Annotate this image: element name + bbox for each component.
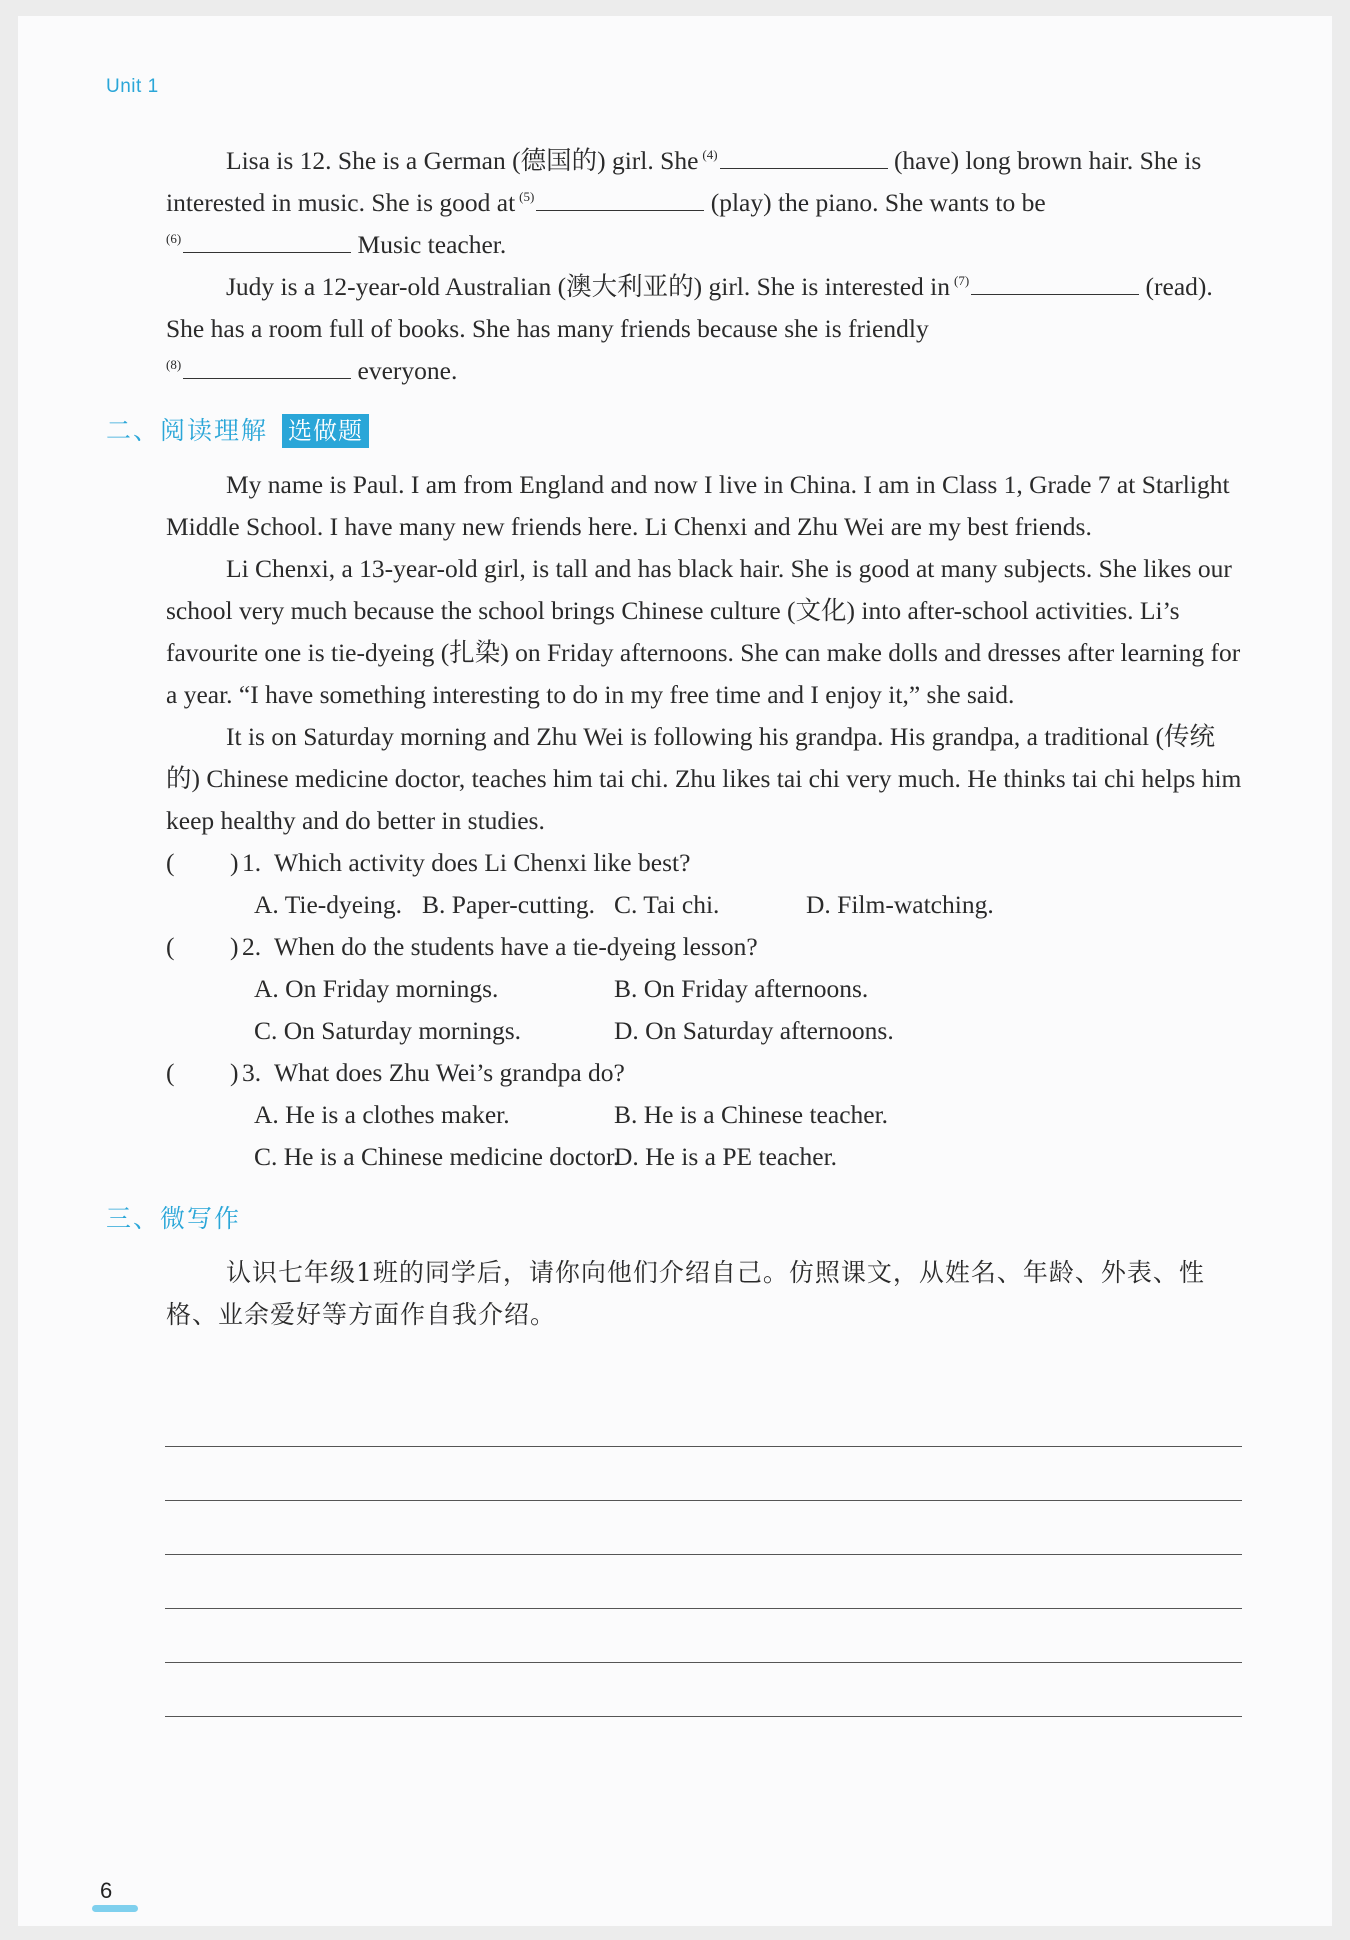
option-d[interactable]: D. He is a PE teacher. — [614, 1142, 838, 1171]
answer-space-2[interactable] — [180, 926, 228, 962]
answer-paren-close: ) — [230, 932, 239, 961]
writing-line[interactable] — [165, 1608, 1242, 1609]
question-3 — [166, 1052, 1242, 1094]
option-c[interactable]: C. He is a Chinese medicine doctor. — [254, 1142, 620, 1171]
cloze-text: Lisa is 12. She is a German (德国的) girl. She — [226, 146, 699, 175]
answer-blank-8[interactable] — [183, 356, 351, 379]
cloze-text: She is interested in music. She is good at — [166, 146, 1202, 217]
question-number: 2. — [242, 932, 262, 961]
section-heading-writing — [106, 1198, 1242, 1238]
section-heading-reading — [106, 410, 1242, 450]
answer-paren-open: ( — [166, 1058, 175, 1087]
options-row — [166, 968, 1242, 1010]
page-content — [106, 140, 1242, 1336]
reading-paragraph-1: My name is Paul. I am from England and now I live in China. I am in Class 1, Grade 7 at Starlight Middle School. I have many new friends here. Li Chenxi and Zhu Wei are my best friends. — [166, 470, 1230, 541]
answer-space-1[interactable] — [180, 842, 228, 878]
cloze-text: everyone. — [357, 356, 458, 385]
question-number: 1. — [242, 848, 262, 877]
cloze-paragraph-lisa — [166, 140, 1242, 266]
option-b[interactable]: B. He is a Chinese teacher. — [614, 1100, 889, 1129]
question-text: What does Zhu Wei’s grandpa do? — [274, 1058, 625, 1087]
writing-line[interactable] — [165, 1554, 1242, 1555]
page-number: 6 — [100, 1878, 113, 1903]
options-row — [166, 1010, 1242, 1052]
optional-tag: 选做题 — [282, 414, 369, 448]
option-d[interactable]: D. Film-watching. — [806, 890, 994, 919]
answer-blank-4[interactable] — [720, 146, 888, 169]
question-number: 3. — [242, 1058, 262, 1087]
answer-space-3[interactable] — [180, 1052, 228, 1088]
option-d[interactable]: D. On Saturday afternoons. — [614, 1016, 894, 1045]
blank-number: (6) — [166, 231, 182, 246]
answer-paren-close: ) — [230, 1058, 239, 1087]
answer-blank-6[interactable] — [183, 230, 351, 253]
reading-paragraph-3: It is on Saturday morning and Zhu Wei is following his grandpa. His grandpa, a traditional (传统的) Chinese medicine doctor, teaches him tai chi. Zhu likes tai chi very much. He thinks tai chi helps him keep healthy and do better in studies. — [166, 722, 1242, 835]
answer-blank-5[interactable] — [536, 188, 704, 211]
page-number-accent — [92, 1905, 138, 1912]
answer-paren-close: ) — [230, 848, 239, 877]
writing-line[interactable] — [165, 1662, 1242, 1663]
writing-line[interactable] — [165, 1500, 1242, 1501]
options-row — [166, 1136, 1242, 1178]
cloze-text: (play) the piano. She wants to be — [710, 188, 1046, 217]
cloze-text: Judy is a 12-year-old Australian (澳大利亚的) girl. She is interested in — [226, 272, 950, 301]
answer-blank-7[interactable] — [971, 272, 1139, 295]
option-c[interactable]: C. On Saturday mornings. — [254, 1016, 522, 1045]
cloze-text: (read). She has a room full of books. She has many friends because she is friendly — [166, 272, 1213, 343]
blank-number: (4) — [702, 147, 718, 162]
workbook-page — [18, 16, 1332, 1926]
writing-line[interactable] — [165, 1446, 1242, 1447]
option-b[interactable]: B. On Friday afternoons. — [614, 974, 869, 1003]
blank-number: (5) — [519, 189, 535, 204]
section-title: 三、微写作 — [106, 1204, 242, 1233]
option-a[interactable]: A. He is a clothes maker. — [254, 1100, 510, 1129]
question-text: When do the students have a tie-dyeing lesson? — [274, 932, 758, 961]
unit-label: Unit 1 — [106, 76, 159, 97]
option-a[interactable]: A. On Friday mornings. — [254, 974, 499, 1003]
options-row — [166, 1094, 1242, 1136]
option-c[interactable]: C. Tai chi. — [614, 890, 720, 919]
question-text: Which activity does Li Chenxi like best? — [274, 848, 691, 877]
blank-number: (8) — [166, 357, 182, 372]
question-2 — [166, 926, 1242, 968]
cloze-text: (have) long brown hair. — [893, 146, 1134, 175]
cloze-paragraph-judy — [166, 266, 1242, 392]
cloze-text: Music teacher. — [357, 230, 507, 259]
section-title: 二、阅读理解 — [106, 416, 269, 445]
options-row — [166, 884, 1242, 926]
writing-prompt: 认识七年级1班的同学后，请你向他们介绍自己。仿照课文，从姓名、年龄、外表、性格、业余爱好等方面作自我介绍。 — [166, 1258, 1205, 1329]
option-b[interactable]: B. Paper-cutting. — [422, 890, 595, 919]
question-1 — [166, 842, 1242, 884]
option-a[interactable]: A. Tie-dyeing. — [254, 890, 403, 919]
writing-line[interactable] — [165, 1716, 1242, 1717]
reading-paragraph-2: Li Chenxi, a 13-year-old girl, is tall and has black hair. She is good at many subjects. She likes our school very much because the school brings Chinese culture (文化) into after-school activities. Li’s favourite one is tie-dyeing (扎染) on Friday afternoons. She can make dolls and dresses after learning for a year. “I have something interesting to do in my free time and I enjoy it,” she said. — [166, 554, 1241, 709]
blank-number: (7) — [954, 273, 970, 288]
answer-paren-open: ( — [166, 932, 175, 961]
answer-paren-open: ( — [166, 848, 175, 877]
